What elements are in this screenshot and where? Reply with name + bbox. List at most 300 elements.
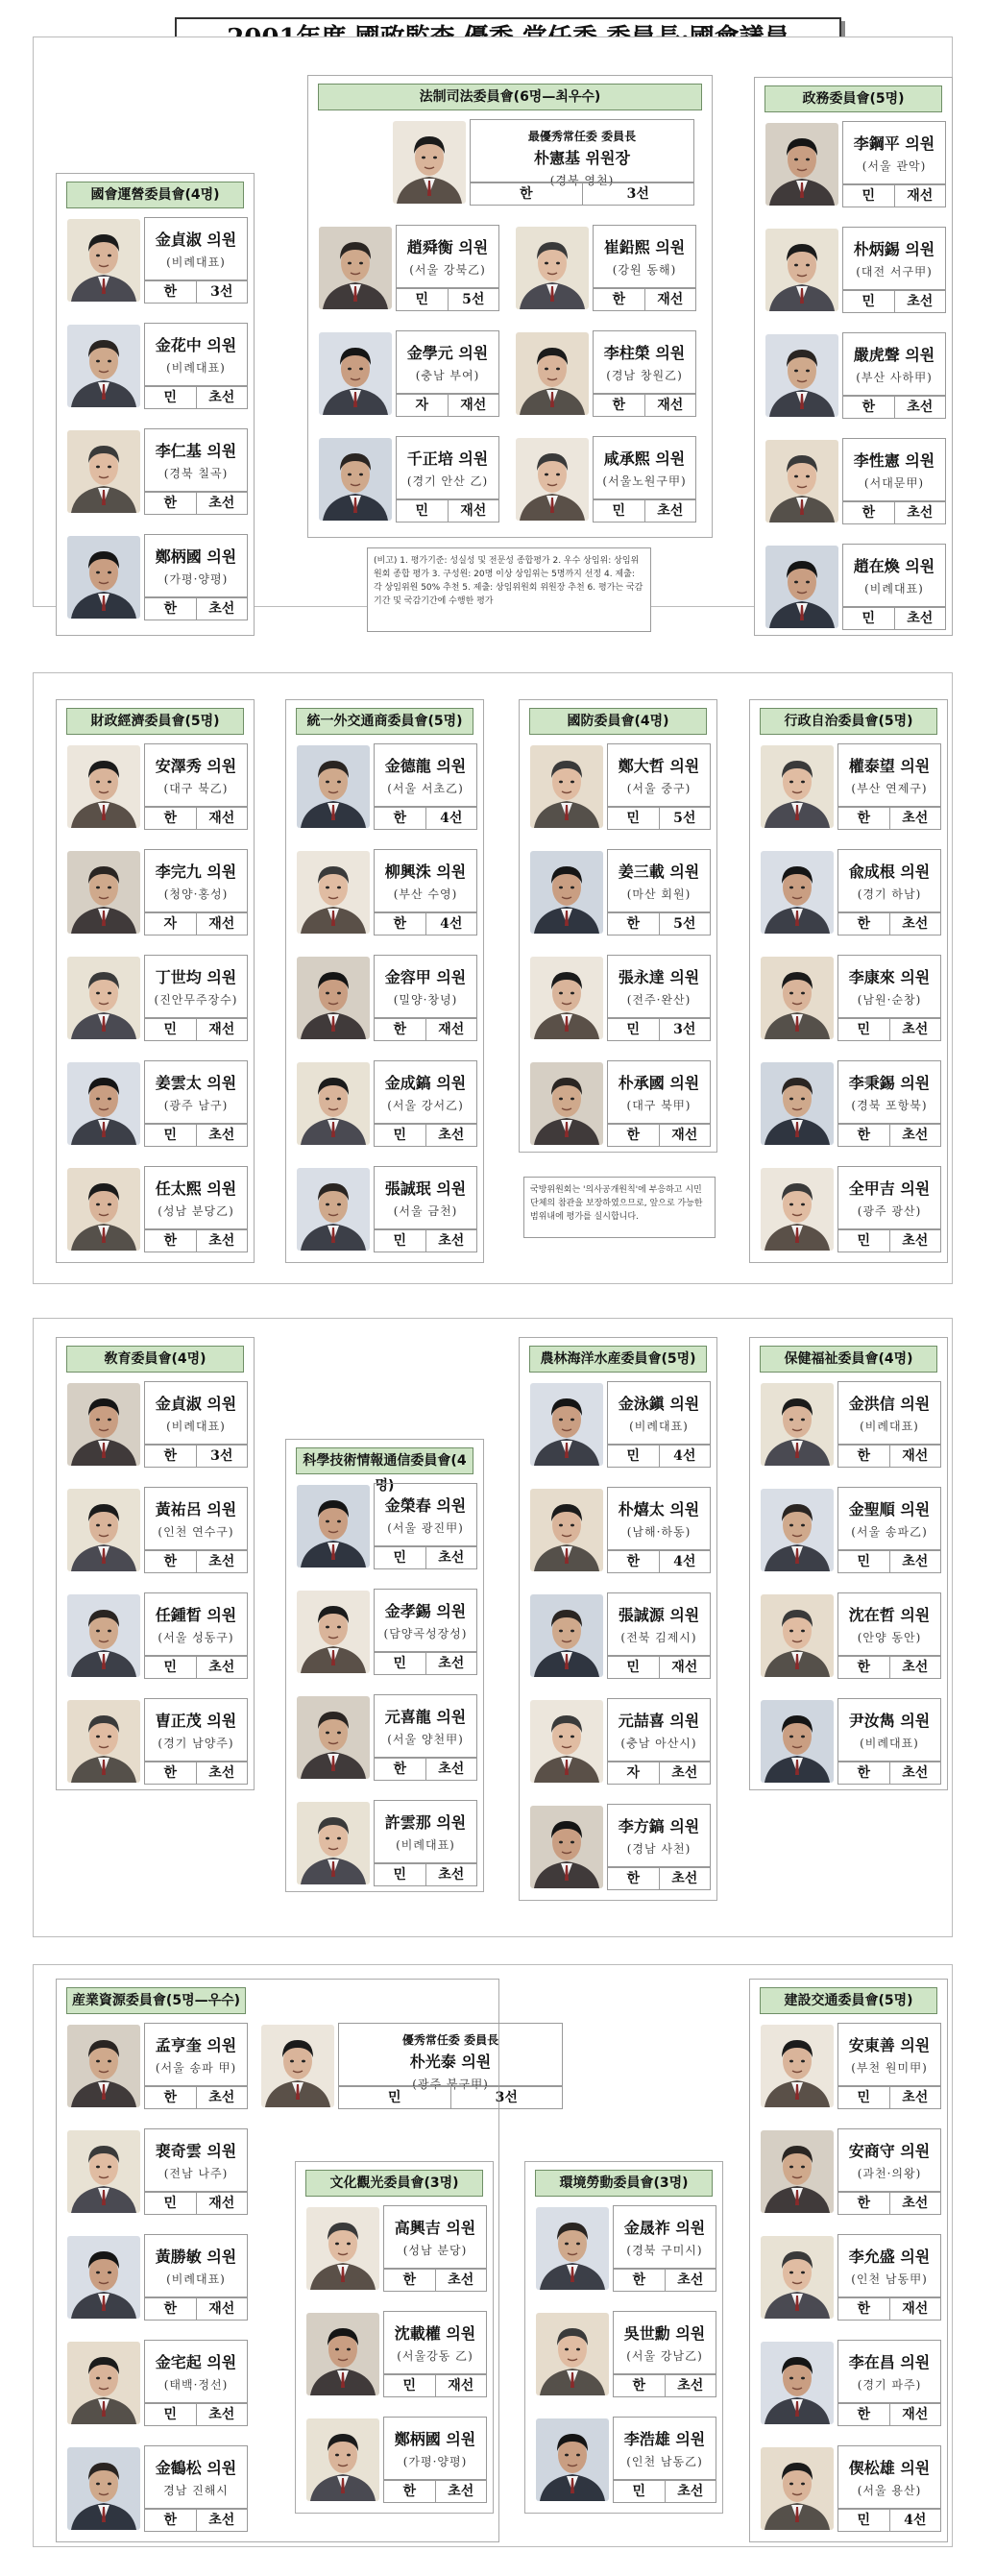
member-region: (인천 남동甲) <box>851 2272 928 2286</box>
member-photo <box>297 1802 370 1884</box>
member-photo <box>67 536 140 619</box>
member-name: 金容甲 의원 <box>384 968 467 986</box>
member-region: (부산 사하甲) <box>856 371 933 384</box>
member-card <box>63 1162 246 1254</box>
member-name: 鄭柄國 의원 <box>155 547 237 566</box>
member-info-row <box>144 280 248 304</box>
member-name-box <box>470 119 694 187</box>
member-name: 裵奇雲 의원 <box>155 2142 237 2160</box>
member-region: (경북 칠곡) <box>163 467 229 480</box>
member-photo <box>761 2130 834 2213</box>
member-term: 초선 <box>196 598 248 620</box>
member-region: (성남 분당) <box>402 2244 468 2257</box>
member-card <box>757 2442 939 2534</box>
member-party: 한 <box>163 2301 178 2317</box>
member-card <box>532 2201 715 2294</box>
member-term: 재선 <box>435 2375 487 2396</box>
member-term: 초선 <box>659 1762 711 1784</box>
member-photo <box>306 2313 379 2395</box>
member-region: (남해·하동) <box>626 1525 692 1539</box>
member-name-box <box>607 1060 711 1124</box>
member-party: 한 <box>626 1128 641 1143</box>
member-photo <box>761 1594 834 1677</box>
member-info-row <box>837 2192 941 2215</box>
member-info-row <box>144 1762 248 1785</box>
member-name: 安東善 의원 <box>848 2036 931 2054</box>
member-photo <box>67 745 140 828</box>
member-term: 재선 <box>448 500 499 522</box>
member-name-box <box>837 2234 941 2297</box>
member-region: (서울 양천甲) <box>387 1733 464 1746</box>
committee-header: 保健福祉委員會(4명) <box>760 1346 937 1373</box>
member-term: 초선 <box>425 1547 477 1568</box>
member-card <box>63 2442 246 2534</box>
member-term: 재선 <box>196 1019 248 1040</box>
member-term: 재선 <box>448 395 499 416</box>
member-info-row <box>396 288 499 311</box>
member-info-row <box>470 182 694 206</box>
member-name-box <box>837 1487 941 1550</box>
member-name: 金成鎬 의원 <box>384 1074 467 1092</box>
member-name: 任鍾晳 의원 <box>155 1606 237 1624</box>
member-photo <box>67 1489 140 1571</box>
member-name: 李性憲 의원 <box>853 451 935 470</box>
member-region: (부천 원미甲) <box>851 2061 928 2075</box>
member-name-box <box>607 1487 711 1550</box>
member-name: 千正培 의원 <box>406 450 489 468</box>
member-region: (인천 연수구) <box>158 1525 234 1539</box>
member-term: 재선 <box>659 1657 711 1678</box>
member-photo <box>761 1700 834 1783</box>
member-photo <box>530 957 603 1039</box>
member-term: 재선 <box>644 395 696 416</box>
member-info-row <box>837 2086 941 2109</box>
member-name-box <box>144 1060 248 1124</box>
member-region: (경기 안산 乙) <box>406 474 489 488</box>
member-region: (서울 강서乙) <box>387 1099 464 1112</box>
member-party: 한 <box>163 601 178 617</box>
committee-header: 科學技術情報通信委員會(4명) <box>296 1447 473 1474</box>
member-name: 鄭大哲 의원 <box>618 757 700 775</box>
member-name-box <box>144 1166 248 1229</box>
member-region: (비례대표) <box>860 1420 919 1433</box>
member-card <box>762 434 944 526</box>
member-party: 민 <box>857 2513 871 2528</box>
member-name: 安商守 의원 <box>848 2142 931 2160</box>
member-party: 한 <box>857 1448 871 1464</box>
member-photo <box>530 1594 603 1677</box>
member-name-box <box>374 1483 477 1546</box>
member-name: 趙舜衡 의원 <box>406 238 489 256</box>
member-info-row <box>837 2297 941 2321</box>
committee-header: 統一外交通商委員會(5명) <box>296 708 473 735</box>
member-name-box <box>837 2023 941 2086</box>
member-card <box>762 117 944 209</box>
member-term: 초선 <box>894 608 946 629</box>
member-term: 재선 <box>196 2193 248 2214</box>
member-name-box <box>607 743 711 807</box>
member-info-row <box>607 807 711 830</box>
member-party: 민 <box>393 1550 407 1566</box>
member-party: 민 <box>626 1022 641 1037</box>
member-photo <box>297 1168 370 1251</box>
member-info-row <box>383 2374 487 2397</box>
member-region: (밀양·창녕) <box>393 993 458 1007</box>
member-party: 한 <box>612 398 626 413</box>
member-region: (대전 서구甲) <box>856 265 933 279</box>
member-party: 민 <box>857 1233 871 1249</box>
member-name: 金榮春 의원 <box>384 1496 467 1515</box>
member-name: 金花中 의원 <box>155 336 237 354</box>
member-party: 한 <box>862 505 876 521</box>
member-party: 민 <box>862 294 876 309</box>
member-card <box>757 1057 939 1149</box>
member-card <box>526 845 709 937</box>
member-name-box <box>837 1381 941 1445</box>
member-term: 초선 <box>196 1125 248 1146</box>
member-party: 한 <box>163 1765 178 1781</box>
member-name-box <box>837 849 941 912</box>
member-term: 초선 <box>196 1762 248 1784</box>
member-card <box>63 2336 246 2428</box>
member-name: 兪成根 의원 <box>848 863 931 881</box>
committee-header: 國會運營委員會(4명) <box>66 182 244 208</box>
member-name-box <box>383 2205 487 2269</box>
member-photo <box>297 1062 370 1145</box>
member-card <box>293 740 475 832</box>
member-name-box <box>144 2445 248 2509</box>
member-photo <box>765 334 838 417</box>
member-info-row <box>144 2403 248 2426</box>
member-name-box <box>374 743 477 807</box>
member-info-row <box>837 1550 941 1573</box>
member-name: 朴炳錫 의원 <box>853 240 935 258</box>
member-photo <box>761 1168 834 1251</box>
member-region: (안양 동안) <box>857 1631 922 1644</box>
member-card <box>757 1589 939 1681</box>
member-party: 민 <box>862 611 876 626</box>
member-card <box>757 2125 939 2217</box>
member-name-box <box>383 2417 487 2480</box>
member-name-box <box>396 330 499 394</box>
committee-header: 敎育委員會(4명) <box>66 1346 244 1373</box>
member-photo <box>67 1700 140 1783</box>
member-card <box>293 845 475 937</box>
chair-title: 最優秀常任委 委員長 <box>527 130 637 143</box>
member-name-box <box>374 1589 477 1652</box>
member-photo <box>536 2418 609 2501</box>
member-name-box <box>842 227 946 290</box>
member-card <box>526 1694 709 1786</box>
member-info-row <box>837 2403 941 2426</box>
member-info-row <box>144 2509 248 2532</box>
member-name: 趙在煥 의원 <box>853 557 935 575</box>
member-term: 초선 <box>425 1759 477 1780</box>
member-party: 자 <box>415 398 429 413</box>
member-name-box <box>837 1166 941 1229</box>
member-region: (경북 포항북) <box>851 1099 928 1112</box>
member-info-row <box>837 2509 941 2532</box>
member-party: 한 <box>402 2484 417 2499</box>
member-photo <box>761 1383 834 1466</box>
member-photo <box>297 1485 370 1567</box>
member-photo <box>306 2207 379 2290</box>
member-term: 초선 <box>889 1657 941 1678</box>
member-party: 한 <box>519 186 533 202</box>
member-photo <box>765 546 838 628</box>
member-term: 4선 <box>659 1446 711 1467</box>
member-card <box>293 951 475 1043</box>
member-party: 민 <box>163 1022 178 1037</box>
member-region: (서대문甲) <box>863 476 925 490</box>
member-photo <box>319 332 392 415</box>
member-info-row <box>144 2297 248 2321</box>
member-name-box <box>842 544 946 607</box>
member-name: 朴憲基 위원장 <box>534 149 630 167</box>
member-term: 5선 <box>659 808 711 829</box>
member-term: 4선 <box>425 913 477 935</box>
member-name: 全甲吉 의원 <box>848 1179 931 1198</box>
member-card <box>63 1057 246 1149</box>
member-card <box>63 1483 246 1575</box>
member-info-row <box>144 1550 248 1573</box>
member-card <box>63 2019 246 2111</box>
member-name-box <box>607 955 711 1018</box>
member-region: (서울 중구) <box>626 782 692 795</box>
member-photo <box>530 745 603 828</box>
member-photo <box>67 1383 140 1466</box>
member-card <box>63 1377 246 1470</box>
member-name: 李仁基 의원 <box>155 442 237 460</box>
member-name-box <box>607 1381 711 1445</box>
member-info-row <box>374 1652 477 1675</box>
member-term: 초선 <box>196 2404 248 2425</box>
member-info-row <box>613 2269 716 2292</box>
member-name: 金學元 의원 <box>406 344 489 362</box>
member-region: (비례대표) <box>166 361 226 375</box>
member-card <box>303 2307 485 2399</box>
member-party: 민 <box>393 1233 407 1249</box>
member-info-row <box>144 386 248 409</box>
member-name-box <box>842 121 946 184</box>
member-info-row <box>613 2374 716 2397</box>
member-info-row <box>607 912 711 936</box>
member-info-row <box>607 1762 711 1785</box>
member-photo <box>765 229 838 311</box>
member-name-box <box>383 2311 487 2374</box>
member-party: 민 <box>626 1660 641 1675</box>
member-party: 민 <box>862 188 876 204</box>
member-card <box>526 1483 709 1575</box>
member-name: 李浩雄 의원 <box>623 2430 706 2448</box>
member-name-box <box>374 1060 477 1124</box>
member-party: 한 <box>857 2407 871 2422</box>
member-name-box <box>144 323 248 386</box>
member-photo <box>67 2447 140 2530</box>
member-name: 元喜龍 의원 <box>384 1708 467 1726</box>
member-info-row <box>374 1758 477 1781</box>
member-term: 초선 <box>889 1230 941 1252</box>
member-party: 민 <box>163 2407 178 2422</box>
member-photo <box>516 227 589 309</box>
member-card <box>762 328 944 421</box>
member-card <box>757 2230 939 2322</box>
member-region: (비례대표) <box>166 1420 226 1433</box>
member-name-box <box>144 2023 248 2086</box>
member-term: 초선 <box>425 1653 477 1674</box>
member-photo <box>319 438 392 521</box>
member-name: 金洪信 의원 <box>848 1395 931 1413</box>
member-party: 민 <box>857 2090 871 2105</box>
member-name-box <box>607 1592 711 1656</box>
member-region: (경남 사천) <box>626 1842 692 1856</box>
member-name-box <box>837 2128 941 2192</box>
member-name: 偰松雄 의원 <box>848 2459 931 2477</box>
member-photo <box>306 2418 379 2501</box>
member-card <box>757 1162 939 1254</box>
member-name: 李康來 의원 <box>848 968 931 986</box>
member-card <box>293 1479 475 1571</box>
member-info-row <box>144 492 248 515</box>
member-region: (전남 나주) <box>163 2167 229 2180</box>
member-card <box>532 2307 715 2399</box>
member-name: 張誠源 의원 <box>618 1606 700 1624</box>
member-name: 黃勝敏 의원 <box>155 2248 237 2266</box>
member-name: 曺正茂 의원 <box>155 1712 237 1730</box>
member-party: 한 <box>163 284 178 300</box>
member-term: 초선 <box>889 2193 941 2214</box>
member-term: 초선 <box>889 1762 941 1784</box>
member-photo <box>67 851 140 934</box>
member-party: 한 <box>163 2090 178 2105</box>
member-name-box <box>396 436 499 499</box>
member-term: 재선 <box>894 185 946 207</box>
member-region: (담양곡성장성) <box>383 1627 468 1640</box>
member-term: 초선 <box>665 2270 716 2291</box>
member-photo <box>761 1062 834 1145</box>
committee-header: 産業資源委員會(5명—우수) <box>66 1987 246 2014</box>
member-name: 金宅起 의원 <box>155 2353 237 2371</box>
member-photo <box>761 2342 834 2424</box>
member-name-box <box>144 1698 248 1762</box>
member-info-row <box>383 2269 487 2292</box>
member-info-row <box>607 1867 711 1890</box>
member-photo <box>765 440 838 522</box>
member-photo <box>67 1062 140 1145</box>
member-name-box <box>613 2417 716 2480</box>
chair-title: 優秀常任委 委員長 <box>401 2033 499 2047</box>
member-name: 金貞淑 의원 <box>155 231 237 249</box>
member-term: 초선 <box>889 1551 941 1572</box>
member-name-box <box>837 2340 941 2403</box>
member-info-row <box>144 1445 248 1468</box>
member-name-box <box>374 849 477 912</box>
member-term: 초선 <box>196 387 248 408</box>
member-name-box <box>842 332 946 396</box>
member-name: 金德龍 의원 <box>384 757 467 775</box>
member-party: 한 <box>393 1762 407 1777</box>
member-name-box <box>144 1381 248 1445</box>
member-region: (서울강동 乙) <box>397 2349 473 2363</box>
member-photo <box>761 2025 834 2107</box>
member-card <box>512 327 694 419</box>
member-region: (서울 송파乙) <box>851 1525 928 1539</box>
member-party: 민 <box>163 1128 178 1143</box>
member-name: 李柱榮 의원 <box>603 344 686 362</box>
member-term: 재선 <box>644 289 696 310</box>
member-card <box>63 425 246 517</box>
member-card <box>293 1796 475 1888</box>
member-photo <box>393 121 466 204</box>
member-region: (과천·의왕) <box>857 2167 922 2180</box>
committee-header: 行政自治委員會(5명) <box>760 708 937 735</box>
member-term: 초선 <box>196 1230 248 1252</box>
member-photo <box>67 2342 140 2424</box>
member-card <box>526 951 709 1043</box>
member-photo <box>261 2025 334 2107</box>
committee-header: 農林海洋水産委員會(5명) <box>529 1346 707 1373</box>
member-term: 초선 <box>425 1230 477 1252</box>
member-term: 초선 <box>659 1868 711 1889</box>
member-photo <box>516 438 589 521</box>
member-region: (서울 송파 甲) <box>155 2061 237 2075</box>
member-card <box>526 1800 709 1892</box>
member-card <box>293 1690 475 1783</box>
member-info-row <box>374 1018 477 1041</box>
member-term: 3선 <box>450 2087 563 2108</box>
member-photo <box>530 1489 603 1571</box>
member-party: 민 <box>387 2090 401 2105</box>
member-name: 李完九 의원 <box>155 863 237 881</box>
member-region: (서울 강북乙) <box>409 263 486 277</box>
member-region: (진안무주장수) <box>154 993 238 1007</box>
member-party: 자 <box>163 916 178 932</box>
member-name-box <box>144 743 248 807</box>
member-info-row <box>837 912 941 936</box>
member-photo <box>297 1696 370 1779</box>
member-name-box <box>396 225 499 288</box>
member-party: 민 <box>393 1867 407 1883</box>
member-card <box>303 2413 485 2505</box>
member-region: (서울 광진甲) <box>387 1521 464 1535</box>
member-name-box <box>144 217 248 280</box>
member-party: 한 <box>632 2378 646 2394</box>
member-name-box <box>144 1487 248 1550</box>
member-card <box>315 432 498 524</box>
member-card <box>63 1694 246 1786</box>
member-photo <box>761 2236 834 2319</box>
member-name: 任太熙 의원 <box>155 1179 237 1198</box>
committee-header: 文化觀光委員會(3명) <box>305 2170 483 2197</box>
member-name: 朴光泰 의원 <box>409 2053 492 2071</box>
member-info-row <box>374 1863 477 1886</box>
member-info-row <box>374 1546 477 1569</box>
committee-header: 政務委員會(5명) <box>764 85 942 112</box>
member-name-box <box>837 1698 941 1762</box>
member-party: 한 <box>857 1765 871 1781</box>
member-name: 柳興洙 의원 <box>384 863 467 881</box>
member-card <box>303 2201 485 2294</box>
legend-note: (비고) 1. 평가기준: 성실성 및 전문성 종합평가 2. 우수 상임위: 상임위원회 종합 평가 3. 구성원: 20명 이상 상임위는 5명까지 선정 4. 제출: 각 상임위원 50% 추천 5. 제출: 상임위원회 위원장 추천 6. 평가는 국감기간 및 국감기간에 수행한 평가 <box>367 547 651 632</box>
member-region: (경남 창원乙) <box>606 369 683 382</box>
member-name: 金聖順 의원 <box>848 1500 931 1519</box>
member-region: (서울 금천) <box>393 1204 458 1218</box>
member-party: 자 <box>626 1765 641 1781</box>
member-card <box>757 1483 939 1575</box>
member-party: 민 <box>415 292 429 307</box>
member-card <box>63 213 246 305</box>
member-region: (남원·순창) <box>857 993 922 1007</box>
